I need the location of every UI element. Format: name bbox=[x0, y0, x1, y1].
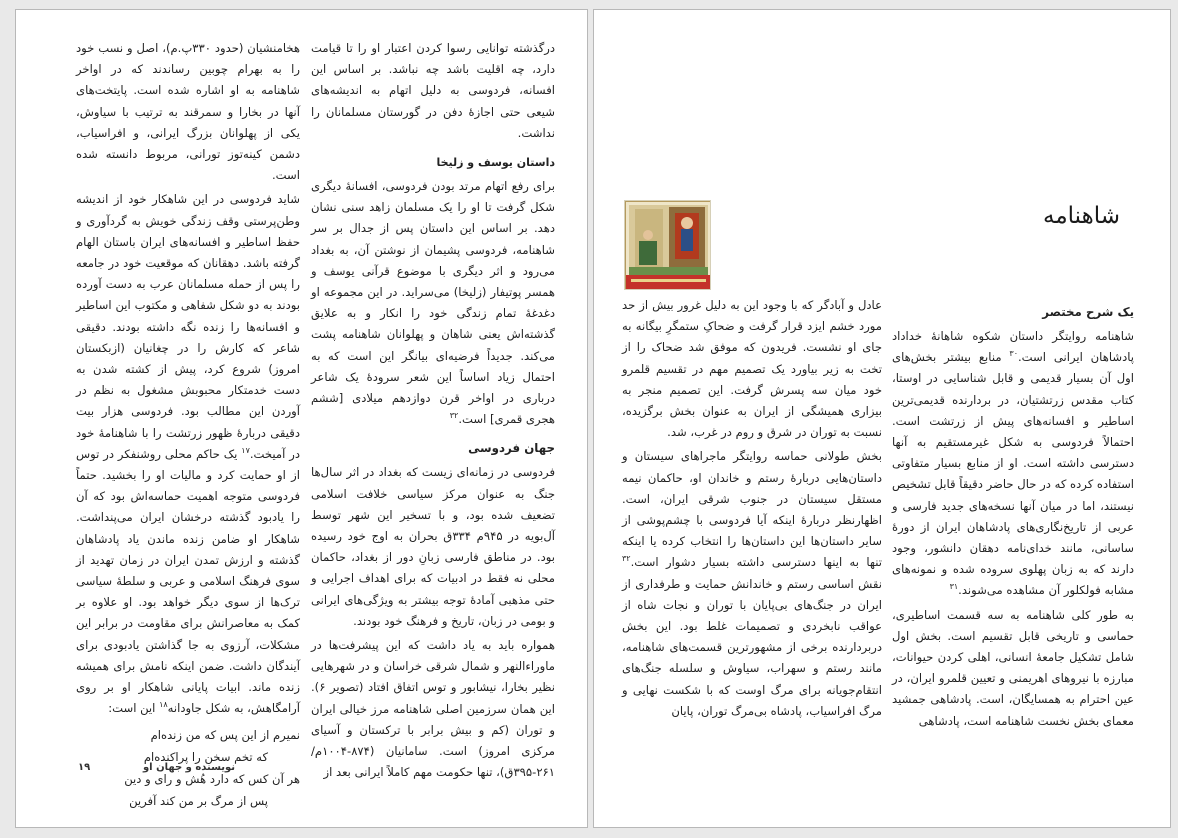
paragraph-text: یک حاکم محلی روشنفکر در توس از او حمایت کرد و مالیات او را بخشید. حتماً فردوسی متوجه اهمیت حماسه‌اش بود که آن را یادبود گذشته درخشان ایران می‌پنداشت. شاهکار او ضامن زنده ماندن یاد پادشاهان گذشته و ارزش تمدن ایران در زمان تهدید از سوی فرهنگ اسلامی و عربی و سلطهٔ سیاسی ترک‌ها از سوی دیگر خواهد بود. او علاوه بر کمک به معاصرانش برای مقاومت در برابر این مشکلات، آرزوی به جا گذاشتن یادبودی برای آیندگان داشت. ضمن اینکه نامش برای همیشه زنده ماند. ابیات پایانی شاهکار او بر روی آرامگاهش، به شکل جاودانه bbox=[76, 446, 300, 716]
right-page-right-column bbox=[892, 294, 1134, 735]
right-page-left-column bbox=[622, 295, 882, 725]
footnote-ref: ۳۰ bbox=[1009, 349, 1018, 359]
paragraph: فردوسی در زمانه‌ای زیست که بغداد در اثر سال‌ها جنگ به عنوان مرکز سیاسی خلافت اسلامی تضعیف شده بود، و با تسخیر این شهر توسط آل‌بویه در ۹۴۵م ۳۳۴ق بحران به اوج خود رسیده بود. در مناطق فارسی زبانِ دور از بغداد، حاکمان محلی نه فقط در ادبیات که برای اهداف اجرایی و حتی مذهبی آمادهٔ توجه بیشتر به ویژگی‌های ایرانی و بومی در زبان، تاریخ و فرهنگ خود بودند. bbox=[311, 465, 555, 628]
left-page bbox=[15, 9, 588, 828]
chapter-title: شاهنامه bbox=[1042, 203, 1120, 229]
paragraph bbox=[892, 326, 1134, 602]
footnote-ref: ۳۲ bbox=[622, 554, 631, 564]
paragraph: هخامنشیان (حدود ۳۳۰پ.م)، اصل و نسب خود را به بهرام چوبین رساندند که در اواخر شاهنامه به او اشاره شده است. پایتخت‌های آنها در بخارا و سمرقند به ترتیب با سیاوش، یکی از پهلوانان بزرگ ایرانی، و افراسیاب، دشمن کینه‌توز تورانی، مربوط دانسته شده است. bbox=[76, 41, 300, 183]
miniature-image bbox=[625, 201, 711, 290]
verse-line: هر آن کس که دارد هُش و رای و دین bbox=[124, 771, 300, 786]
section-heading-ferdowsi-world: جهان فردوسی bbox=[468, 441, 555, 456]
paragraph bbox=[311, 176, 555, 430]
paragraph-text: برای رفع اتهام مرتد بودن فردوسی، افسانهٔ دیگری شکل گرفت تا او را یک مسلمان زاهد سنی نشان دهد. بر اساس این داستان پس از جدال بر سر شاهنامه، فردوسی پشیمان از نوشتن آن، به بغداد می‌رود و اثر دیگری با موضوع قرآنی یوسف و همسر پوتیفار (زلیخا) می‌سراید. در این مجموعه او دغدغهٔ تمام زندگی خود را انکار و به علایق گذشته‌اش یعنی شاهان و پهلوانان شاهنامه پشت می‌کند. جدیداً فرضیه‌ای بیانگر این است که به احتمال زیاد اساساً این شعر سرودهٔ یک شاعر درباری در اواخر قرن دوازدهم میلادی [ششم هجری قمری] است. bbox=[311, 179, 555, 427]
left-page-left-column bbox=[76, 38, 300, 812]
paragraph-text: شاید فردوسی در این شاهکار خود از اندیشه وطن‌پرستی وقف زندگی خویش به گردآوری و حفظ اساطیر و افسانه‌های ایران باستان الهام گرفته باشد. دهقانان که موقعیت خود در جامعه را پس از حمله مسلمانان عرب به دست آورده بودند به دو شکل شفاهی و مکتوب این اساطیر و افسانه‌ها را زنده نگه داشته بودند. دقیقی شاعر که کارش را در چغانیان (ازبکستان امروز) شروع کرد، پیش از کشته شدن به دست خدمتکار محبوبش مشغول به نظم در آوردن این مطالب بود. فردوسی هزار بیت دقیقی دربارهٔ ظهور زرتشت را با شاهنامهٔ خود در آمیخت. bbox=[76, 192, 300, 461]
paragraph: عادل و آبادگر که با وجود این به دلیل غرور بیش از حد مورد خشم ایزد قرار گرفت و ضحاکِ ستمگرِ بیگانه به جای او نشست. فریدون که موفق شد ضحاک را از تخت به زیر بیاورد یک تصمیم مهم در تقسیم قلمرو خود میان سه پسرش گرفت. این تصمیم منجر به بیزاری همیشگی از ایران به عنوان بخش برگزیده، نسبت به توران در شرق و روم در غرب، شد. bbox=[622, 298, 882, 440]
left-page-right-column bbox=[311, 38, 555, 787]
paragraph: به طور کلی شاهنامه به سه قسمت اساطیری، حماسی و تاریخی قابل تقسیم است. بخش اول شامل تشکیل جامعهٔ انسانی، اهلی کردن حیوانات، مبارزه با نیروهای اهریمنی و تعیین قلمرو ایران، در عین احترام به همسایگان، است. پادشاهی جمشید معمای بخش نخست شاهنامه است، پادشاهی bbox=[892, 607, 1134, 728]
right-page bbox=[593, 9, 1171, 828]
paragraph-text: منابع بیشتر بخش‌های اول آن بسیار قدیمی و قابل شناسایی در اوستا، کتاب مقدس زرتشتیان، در بردارنده قدیمی‌ترین اساطیر و افسانه‌های پیش از زرتشت است. احتمالاً فردوسی به شکل غیرمستقیم به آنها دسترسی داشته است. او از منابع بسیار متفاوتی استفاده کرده که در حال حاضر دقیقاً قابل تشخیص نیستند، اما در میان آنها نسخه‌های جدید فارسی و عربی از تاریخ‌نگاری‌های پادشاهان ایران از دورهٔ ساسانی، مانند خدای‌نامه دهقان دانشور، وجود دارند که به زبان پهلوی سروده شده و نمونه‌های مشابه فولکلور آن مشاهده می‌شوند. bbox=[892, 350, 1134, 598]
paragraph: همواره باید به یاد داشت که این پیشرفت‌ها در ماوراءالنهر و شمال شرقی خراسان و در شهرهایی نظیر بخارا، نیشابور و توس اتفاق افتاد (تصویر ۶). این همان سرزمین اصلی شاهنامه مرز خیالی ایران و توران (کم و بیش برابر با ترکستان و آسیای مرکزی امروز) است. سامانیان (۸۷۴-۱۰۰۴م/۲۶۱-۳۹۵ق)، تنها حکومت مهم کاملاً ایرانی بعد از bbox=[311, 638, 555, 780]
page-number: ۱۹ bbox=[78, 762, 91, 773]
footnote-ref: ۳۲ bbox=[449, 411, 459, 421]
footnote-ref: ۱۷ bbox=[241, 446, 250, 455]
running-head: نویسنده و جهان او bbox=[142, 762, 236, 773]
paragraph-text: این است: bbox=[108, 701, 156, 716]
paragraph: درگذشته توانایی رسوا کردن اعتبار او را تا قیامت دارد، چه اقلیت باشد چه نباشد. بر اساس این افسانه، فردوسی به دلیل اتهام به اندیشه‌های شیعی حتی اجازهٔ دفن در گورستان مسلمانان را نداشت. bbox=[311, 41, 555, 140]
verse-line: پس از مرگ بر من کند آفرین bbox=[129, 793, 268, 808]
paragraph bbox=[622, 446, 882, 722]
section-heading-yusuf-zulaykha: داستان یوسف و زلیخا bbox=[436, 156, 555, 170]
paragraph bbox=[76, 189, 300, 719]
footnote-ref: ۱۸ bbox=[159, 700, 168, 710]
paragraph-text: نقش اساسی رستم و خاندانش حمایت و طرفداری از ایران در جنگ‌های بی‌پایان با توران و نجات شاه از عواقب نابخردی و تصمیمات غلط بود. این بخش دربردارنده برخی از مشهورترین قسمت‌های شاهنامه، مانند رستم و سهراب، سیاوش و سلسله جنگ‌های انتقام‌جویانه برای مرگ اوست که با شکست نهایی و مرگ افراسیاب، پادشاه بی‌مرگ توران، پایان bbox=[622, 576, 882, 718]
persian-miniature-illustration bbox=[624, 200, 711, 290]
verse-line: نمیرم از این پس که من زنده‌ام bbox=[150, 727, 300, 742]
paragraph-text: بخش طولانی حماسه روایتگر ماجراهای سیستان و داستان‌هایی دربارهٔ رستم و خاندان او، حاکمان نیمه مستقل سیستان در جنوب شرقی ایران، است. اظهارنظر دربارهٔ اینکه آیا فردوسی با چشم‌پوشی از سایر داستان‌ها این داستان‌ها را انتخاب کرده یا اینکه تنها به اینها دسترسی داشته بسیار دشوار است. bbox=[622, 449, 882, 570]
page-footer bbox=[78, 762, 300, 778]
paragraph-text: شاهنامه روایتگر داستان شکوه شاهانهٔ خداداد پادشاهان ایرانی است. bbox=[892, 329, 1134, 365]
section-heading-brief-overview: یک شرح مختصر bbox=[1042, 305, 1134, 319]
verse-line: که تخم سخن را پراکنده‌ام bbox=[143, 749, 268, 764]
footnote-ref: ۳۱ bbox=[949, 582, 959, 592]
